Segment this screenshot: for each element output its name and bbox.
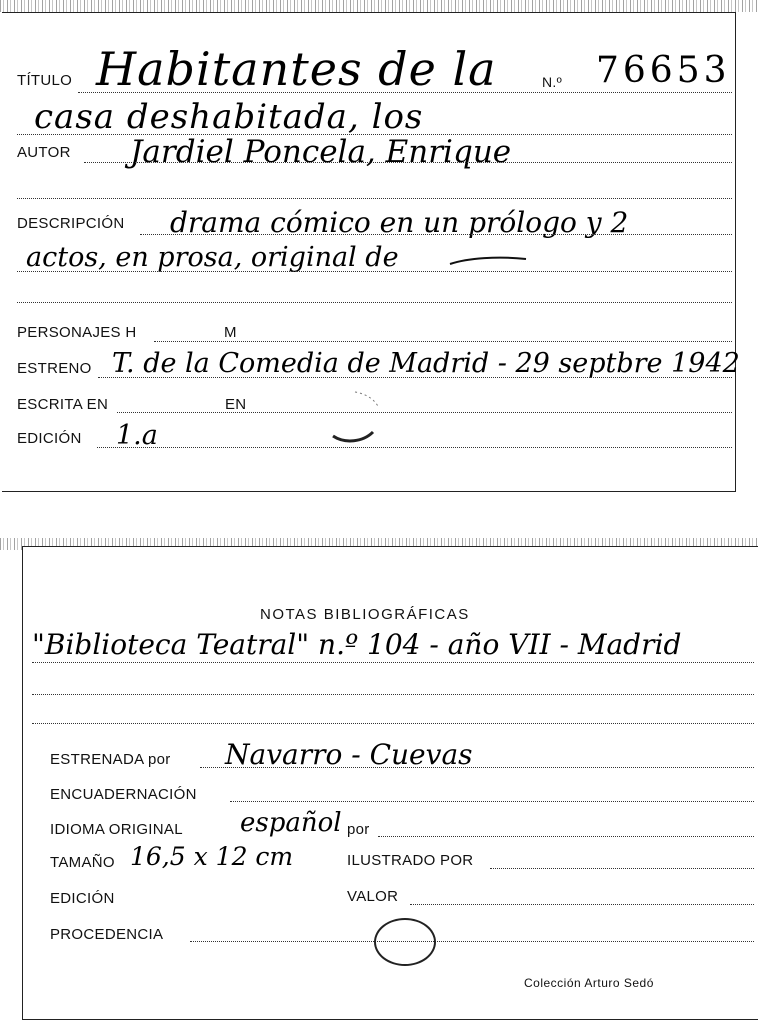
ilustrado-label: ILUSTRADO POR <box>347 852 474 869</box>
line-descripcion-2 <box>17 271 732 272</box>
line-escrita <box>117 412 732 413</box>
collection-footer: Colección Arturo Sedó <box>524 976 654 990</box>
escrita-en-label: EN <box>225 396 247 413</box>
edicion-back-label: EDICIÓN <box>50 890 115 907</box>
line-notas-3 <box>32 723 754 724</box>
descripcion-line1: drama cómico en un prólogo y 2 <box>170 206 629 239</box>
estrenada-label: ESTRENADA por <box>50 751 171 768</box>
line-estreno <box>98 377 732 378</box>
number-prefix: N.º <box>542 74 563 90</box>
line-encuadernacion <box>230 801 754 802</box>
estreno-label: ESTRENO <box>17 360 92 377</box>
personajes-m-label: M <box>224 324 237 341</box>
line-descripcion <box>140 234 732 235</box>
line-idioma <box>378 836 754 837</box>
title-line1: Habitantes de la <box>96 42 497 96</box>
library-stamp <box>374 918 436 966</box>
line-autor-2 <box>17 198 732 199</box>
top-edge-speckle <box>0 0 759 12</box>
autor-value: Jardiel Poncela, Enrique <box>130 134 512 170</box>
line-valor <box>410 904 754 905</box>
tamano-label: TAMAÑO <box>50 854 115 871</box>
escrita-label: ESCRITA EN <box>17 396 109 413</box>
line-estrenada <box>200 767 754 768</box>
title-line2: casa deshabitada, los <box>34 97 424 137</box>
line-notas-2 <box>32 694 754 695</box>
line-edicion <box>97 447 732 448</box>
notas-value: "Biblioteca Teatral" n.º 104 - año VII - Madrid <box>32 628 682 661</box>
idioma-por-label: por <box>347 821 370 838</box>
line-procedencia <box>190 941 754 942</box>
procedencia-label: PROCEDENCIA <box>50 926 164 943</box>
line-notas <box>32 662 754 663</box>
record-number: 76653 <box>596 50 731 91</box>
estreno-value: T. de la Comedia de Madrid - 29 septbre 1942 <box>112 348 740 379</box>
line-ilustrado <box>490 868 754 869</box>
titulo-label: TÍTULO <box>17 72 73 89</box>
notas-heading: NOTAS BIBLIOGRÁFICAS <box>260 606 470 623</box>
encuadernacion-label: ENCUADERNACIÓN <box>50 786 197 803</box>
stamp-arc-front <box>315 388 385 448</box>
dash-stroke <box>448 250 528 270</box>
idioma-label: IDIOMA ORIGINAL <box>50 821 183 838</box>
line-titulo <box>78 92 732 93</box>
descripcion-line2: actos, en prosa, original de <box>26 242 399 273</box>
line-personajes <box>154 341 732 342</box>
autor-label: AUTOR <box>17 144 71 161</box>
tamano-value: 16,5 x 12 cm <box>130 842 294 871</box>
idioma-value: español <box>240 808 342 838</box>
edicion-label: EDICIÓN <box>17 430 82 447</box>
edicion-value: 1.a <box>116 420 158 451</box>
personajes-label: PERSONAJES H <box>17 324 137 341</box>
line-descripcion-3 <box>17 302 732 303</box>
descripcion-label: DESCRIPCIÓN <box>17 215 125 232</box>
valor-label: VALOR <box>347 888 399 905</box>
estrenada-value: Navarro - Cuevas <box>225 738 473 771</box>
line-autor <box>84 162 732 163</box>
